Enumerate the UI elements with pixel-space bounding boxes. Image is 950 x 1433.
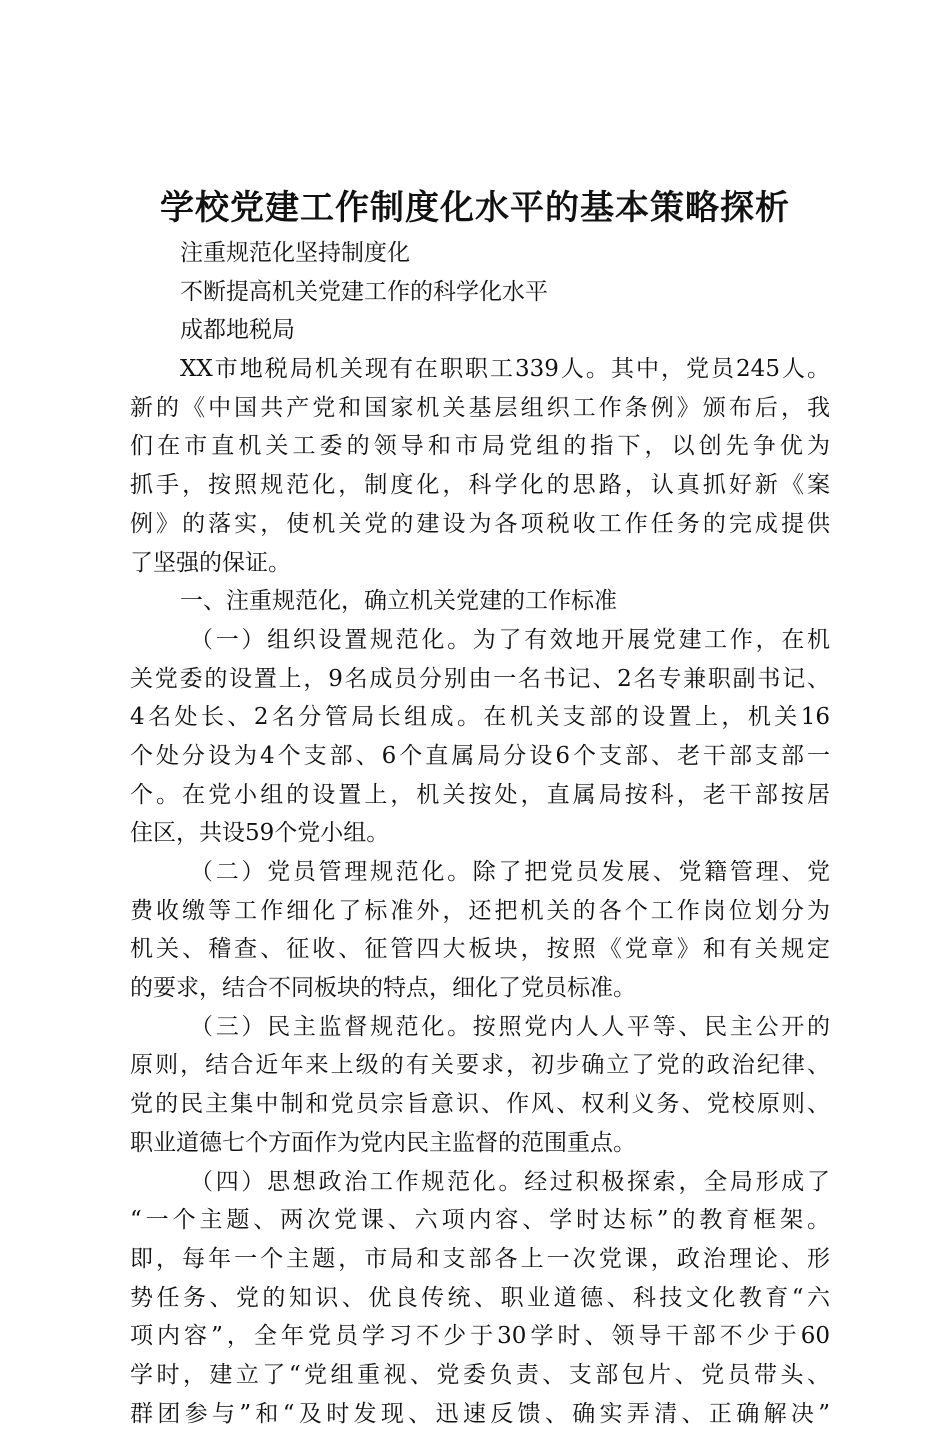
paragraph-line: （四）思想政治工作规范化。经过积极探索，全局形成了	[190, 1168, 830, 1195]
paragraph-line: 们在市直机关工委的领导和市局党组的指下，以创先争优为	[130, 433, 830, 460]
paragraph-line: 了坚强的保证。	[130, 549, 291, 576]
paragraph-line: 原则，结合近年来上级的有关要求，初步确立了党的政治纪律、	[130, 1052, 830, 1079]
paragraph-line: 学时，建立了“党组重视、党委负责、支部包片、党员带头、	[130, 1361, 830, 1388]
paragraph-line: 项内容”，全年党员学习不少于30学时、领导干部不少于60	[130, 1323, 830, 1350]
paragraph-line: 的要求，结合不同板块的特点，细化了党员标准。	[130, 975, 636, 1002]
paragraph-line: （二）党员管理规范化。除了把党员发展、党籍管理、党	[190, 859, 830, 885]
paragraph-line: （一）组织设置规范化。为了有效地开展党建工作，在机	[190, 626, 830, 653]
paragraph-line: （三）民主监督规范化。按照党内人人平等、民主公开的	[190, 1013, 830, 1040]
paragraph-line: 机关、稽查、征收、征管四大板块，按照《党章》和有关规定	[130, 936, 830, 963]
paragraph-line: 个处分设为4个支部、6个直属局分设6个支部、老干部支部一	[130, 742, 830, 769]
subtitle-line-1: 注重规范化坚持制度化	[180, 240, 410, 266]
paragraph-line: 即，每年一个主题，市局和支部各上一次党课，政治理论、形	[130, 1245, 830, 1272]
paragraph-line: 例》的落实，使机关党的建设为各项税收工作任务的完成提供	[130, 510, 830, 537]
paragraph-line: “一个主题、两次党课、六项内容、学时达标”的教育框架。	[130, 1207, 830, 1234]
paragraph-line: 群团参与”和“及时发现、迅速反馈、确实弄清、正确解决”	[130, 1400, 830, 1427]
paragraph-line: 关党委的设置上，9名成员分别由一名书记、2名专兼职副书记、	[130, 665, 830, 692]
paragraph-line: XX市地税局机关现有在职职工339人。其中，党员245人。	[180, 356, 830, 383]
paragraph-line: 费收缴等工作细化了标准外，还把机关的各个工作岗位划分为	[130, 897, 830, 924]
paragraph-line: 住区，共设59个党小组。	[130, 820, 390, 847]
section-heading: 一、注重规范化，确立机关党建的工作标准	[180, 588, 617, 615]
paragraph-line: 抓手，按照规范化，制度化，科学化的思路，认真抓好新《案	[130, 472, 830, 499]
paragraph-line: 势任务、党的知识、优良传统、职业道德、科技文化教育“六	[130, 1284, 830, 1311]
document-body	[130, 234, 830, 1433]
document-title: 学校党建工作制度化水平的基本策略探析	[160, 188, 790, 228]
paragraph-line: 个。在党小组的设置上，机关按处，直属局按科，老干部按居	[130, 781, 830, 808]
subtitle-line-2: 不断提高机关党建工作的科学化水平	[180, 278, 548, 305]
paragraph-line: 党的民主集中制和党员宗旨意识、作风、权利义务、党校原则、	[130, 1091, 830, 1118]
author-line: 成都地税局	[180, 317, 295, 344]
paragraph-line: 4名处长、2名分管局长组成。在机关支部的设置上，机关16	[130, 704, 830, 731]
paragraph-line: 新的《中国共产党和国家机关基层组织工作条例》颁布后，我	[130, 394, 830, 421]
paragraph-line: 职业道德七个方面作为党内民主监督的范围重点。	[130, 1129, 636, 1156]
